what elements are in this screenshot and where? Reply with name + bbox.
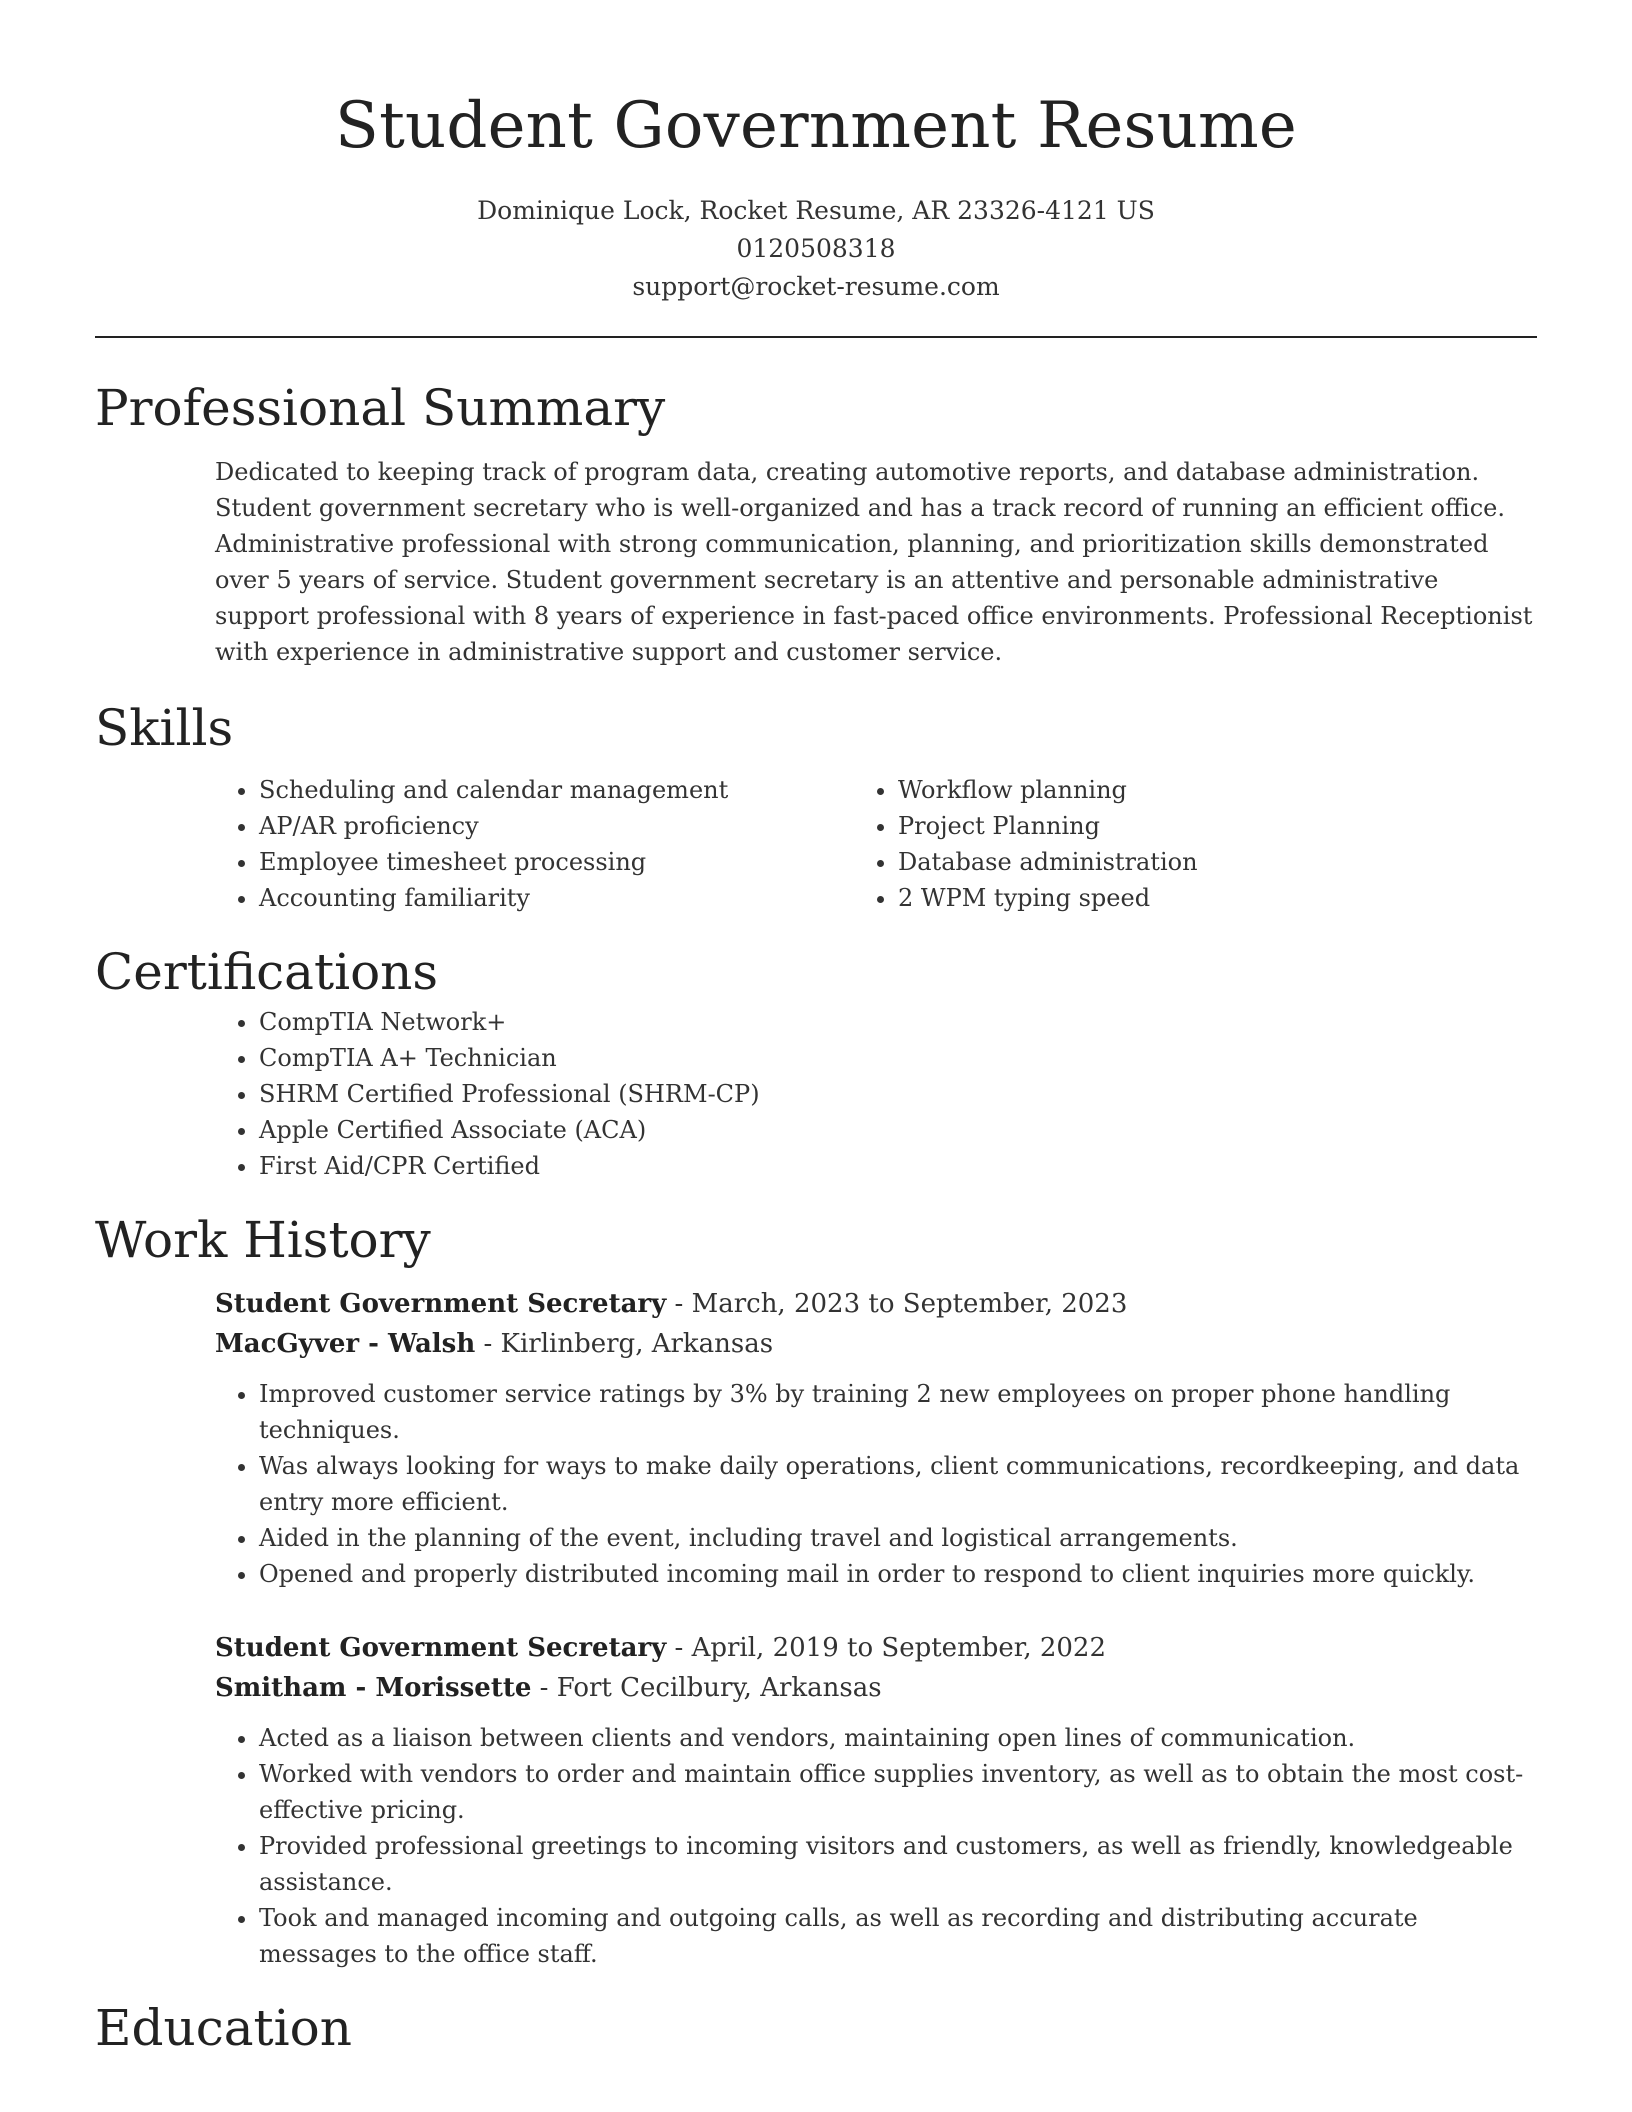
certification-item: • CompTIA A+ Technician xyxy=(259,1040,1537,1076)
job-duty-item: • Provided professional greetings to incoming visitors and customers, as well as friendly, knowledgeable assistance. xyxy=(259,1828,1537,1900)
skills-list-right xyxy=(898,772,1537,916)
certifications-heading: Certifications xyxy=(95,943,439,1001)
job-company-line xyxy=(215,1668,1537,1708)
job-title: Student Government Secretary xyxy=(215,1633,667,1663)
skill-item: • Accounting familiarity xyxy=(259,880,898,916)
skills-list-left xyxy=(95,772,898,916)
certifications-section xyxy=(95,940,1537,1184)
job-separator: - xyxy=(666,1289,692,1319)
job-dates: March, 2023 to September, 2023 xyxy=(691,1289,1128,1319)
summary-heading: Professional Summary xyxy=(95,379,666,437)
job-duty-item: • Took and managed incoming and outgoing calls, as well as recording and distributing accurate messages to the office staff. xyxy=(259,1900,1537,1972)
contact-phone: 0120508318 xyxy=(736,234,896,263)
header-divider xyxy=(95,336,1537,338)
contact-block xyxy=(95,192,1537,306)
job-duty-item: • Opened and properly distributed incoming mail in order to respond to client inquiries more quickly. xyxy=(259,1556,1537,1592)
job-duties-list xyxy=(215,1376,1537,1592)
job-entry xyxy=(215,1628,1537,1972)
education-section xyxy=(95,1996,1537,2060)
job-title: Student Government Secretary xyxy=(215,1289,667,1319)
skill-item: • Scheduling and calendar management xyxy=(259,772,898,808)
contact-address: Dominique Lock, Rocket Resume, AR 23326-4121 US xyxy=(477,196,1155,225)
job-separator: - xyxy=(531,1673,557,1703)
job-dates: April, 2019 to September, 2022 xyxy=(691,1633,1107,1663)
job-company: Smitham - Morissette xyxy=(215,1673,532,1703)
resume-header xyxy=(95,0,1537,306)
job-duty-item: • Acted as a liaison between clients and vendors, maintaining open lines of communication. xyxy=(259,1720,1537,1756)
summary-section xyxy=(95,376,1537,670)
job-location: Kirlinberg, Arkansas xyxy=(500,1329,774,1359)
job-title-line xyxy=(215,1628,1537,1668)
skill-item: • Database administration xyxy=(898,844,1537,880)
job-duty-item: • Aided in the planning of the event, including travel and logistical arrangements. xyxy=(259,1520,1537,1556)
skills-columns xyxy=(95,772,1537,916)
contact-email: support@rocket-resume.com xyxy=(632,272,1000,301)
skill-item: • Employee timesheet processing xyxy=(259,844,898,880)
job-duty-item: • Was always looking for ways to make daily operations, client communications, recordkeeping, and data entry more efficient. xyxy=(259,1448,1537,1520)
job-separator: - xyxy=(475,1329,501,1359)
job-company-line xyxy=(215,1324,1537,1364)
certification-item: • Apple Certified Associate (ACA) xyxy=(259,1112,1537,1148)
skill-item: • Project Planning xyxy=(898,808,1537,844)
education-heading: Education xyxy=(95,1999,352,2057)
job-duties-list xyxy=(215,1720,1537,1972)
job-entry xyxy=(215,1284,1537,1592)
job-duty-item: • Improved customer service ratings by 3% by training 2 new employees on proper phone handling techniques. xyxy=(259,1376,1537,1448)
skill-item: • 2 WPM typing speed xyxy=(898,880,1537,916)
job-company: MacGyver - Walsh xyxy=(215,1329,476,1359)
job-separator: - xyxy=(666,1633,692,1663)
skills-heading: Skills xyxy=(95,699,234,757)
job-title-line xyxy=(215,1284,1537,1324)
work-history-section xyxy=(95,1208,1537,1972)
work-history-heading: Work History xyxy=(95,1211,431,1269)
certification-item: • SHRM Certified Professional (SHRM-CP) xyxy=(259,1076,1537,1112)
certification-item: • CompTIA Network+ xyxy=(259,1004,1537,1040)
certification-item: • First Aid/CPR Certified xyxy=(259,1148,1537,1184)
summary-text: Dedicated to keeping track of program data, creating automotive reports, and database administration. Student government secretary who is well-organized and has a track record of running an efficient office. Administrative professional with strong communication, planning, and prioritization skills demonstrated over 5 years of service. Student government secretary is an attentive and personable administrative support professional with 8 years of experience in fast-paced office environments. Professional Receptionist with experience in administrative support and customer service. xyxy=(215,458,1533,666)
skill-item: • AP/AR proficiency xyxy=(259,808,898,844)
certifications-list xyxy=(95,1004,1537,1184)
resume-title: Student Government Resume xyxy=(335,89,1297,163)
skills-section xyxy=(95,696,1537,916)
job-location: Fort Cecilbury, Arkansas xyxy=(556,1673,882,1703)
job-duty-item: • Worked with vendors to order and maintain office supplies inventory, as well as to obtain the most cost-effective pricing. xyxy=(259,1756,1537,1828)
skill-item: • Workflow planning xyxy=(898,772,1537,808)
